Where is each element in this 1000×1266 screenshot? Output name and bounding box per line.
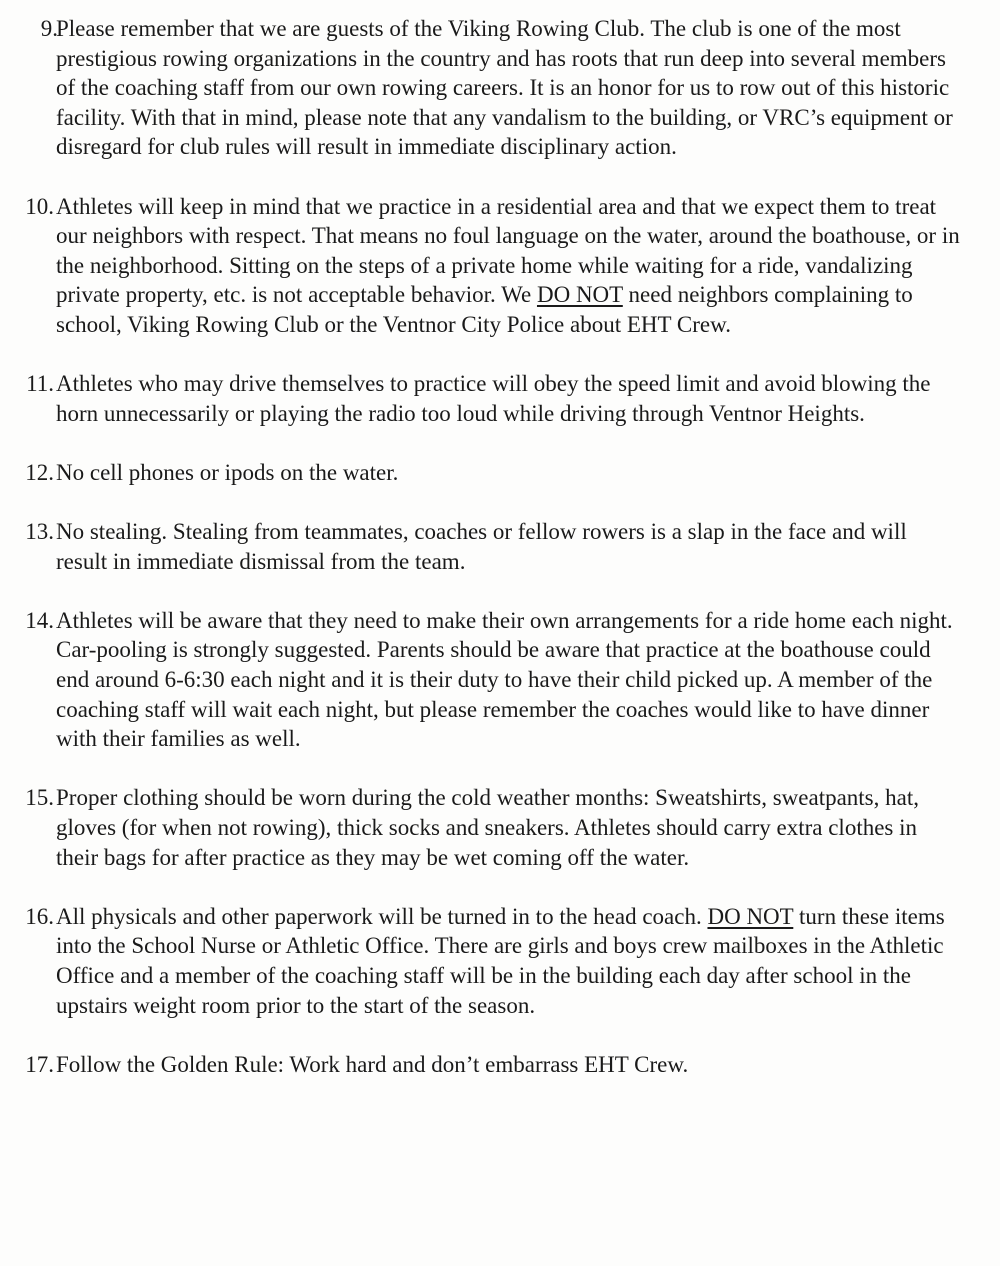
emphasis-do-not: DO NOT — [536, 282, 623, 308]
rule-text: Follow the Golden Rule: Work hard and don’t embarrass EHT Crew. — [56, 1051, 689, 1077]
rule-text — [56, 194, 960, 337]
rule-item-14 — [0, 606, 1000, 754]
rule-number: 16. — [25, 903, 54, 929]
rule-number: 17. — [25, 1051, 54, 1077]
rule-number: 9. — [40, 16, 58, 41]
rule-text — [56, 904, 945, 1018]
rule-item-10 — [0, 192, 1000, 340]
rule-item-12 — [0, 458, 1000, 488]
rules-list — [0, 14, 1000, 1109]
rule-number: 13. — [25, 519, 54, 545]
rule-text: Athletes who may drive themselves to practice will obey the speed limit and avoid blowing the horn unnecessarily or playing the radio too loud while driving through Ventnor Heights. — [56, 371, 931, 426]
rule-text-after: turn these items into the School Nurse or Athletic Office. There are girls and boys crew mailboxes in the Athletic Office and a member of the coaching staff will be in the building each day after school in the upstairs weight room prior to the start of the season. — [56, 903, 945, 1018]
rule-item-9 — [0, 14, 1000, 162]
rule-text: No cell phones or ipods on the water. — [56, 459, 399, 485]
rule-item-16 — [0, 902, 1000, 1020]
rule-number: 11. — [26, 371, 54, 397]
rule-number: 14. — [25, 607, 54, 633]
rule-text-before: Athletes will keep in mind that we practice in a residential area and that we expect them to treat our neighbors with respect. That means no foul language on the water, around the boathouse, or in the neighborhood. Sitting on the steps of a private home while waiting for a ride, vandalizing private property, etc. is not acceptable behavior. We — [56, 193, 960, 308]
rule-text: Proper clothing should be worn during the cold weather months: Sweatshirts, sweatpants, hat, gloves (for when not rowing), thick socks and sneakers. Athletes should carry extra clothes in their bags for after practice as they may be wet coming off the water. — [56, 785, 919, 870]
rule-number: 12. — [25, 459, 54, 485]
rule-text: No stealing. Stealing from teammates, coaches or fellow rowers is a slap in the face and will result in immediate dismissal from the team. — [56, 519, 907, 574]
rule-text: Athletes will be aware that they need to make their own arrangements for a ride home each night. Car-pooling is strongly suggested. Parents should be aware that practice at the boathouse could end around 6-6:30 each night and it is their duty to have their child picked up. A member of the coaching staff will wait each night, but please remember the coaches would like to have dinner with their families as well. — [56, 607, 953, 752]
rule-item-13 — [0, 517, 1000, 576]
rule-item-11 — [0, 369, 1000, 428]
rule-text: Please remember that we are guests of the Viking Rowing Club. The club is one of the most prestigious rowing organizations in the country and has roots that run deep into several members of the coaching staff from our own rowing careers. It is an honor for us to row out of this historic facility. With that in mind, please note that any vandalism to the building, or VRC’s equipment or disregard for club rules will result in immediate disciplinary action. — [56, 16, 953, 160]
rule-number: 15. — [25, 785, 54, 811]
emphasis-do-not: DO NOT — [707, 903, 794, 929]
rule-item-15 — [0, 783, 1000, 872]
rule-text-after: need neighbors complaining to school, Viking Rowing Club or the Ventnor City Police about EHT Crew. — [56, 282, 913, 337]
rule-number: 10. — [25, 193, 54, 219]
rule-item-17 — [0, 1050, 1000, 1080]
rule-text-before: All physicals and other paperwork will be turned in to the head coach. — [56, 903, 708, 929]
